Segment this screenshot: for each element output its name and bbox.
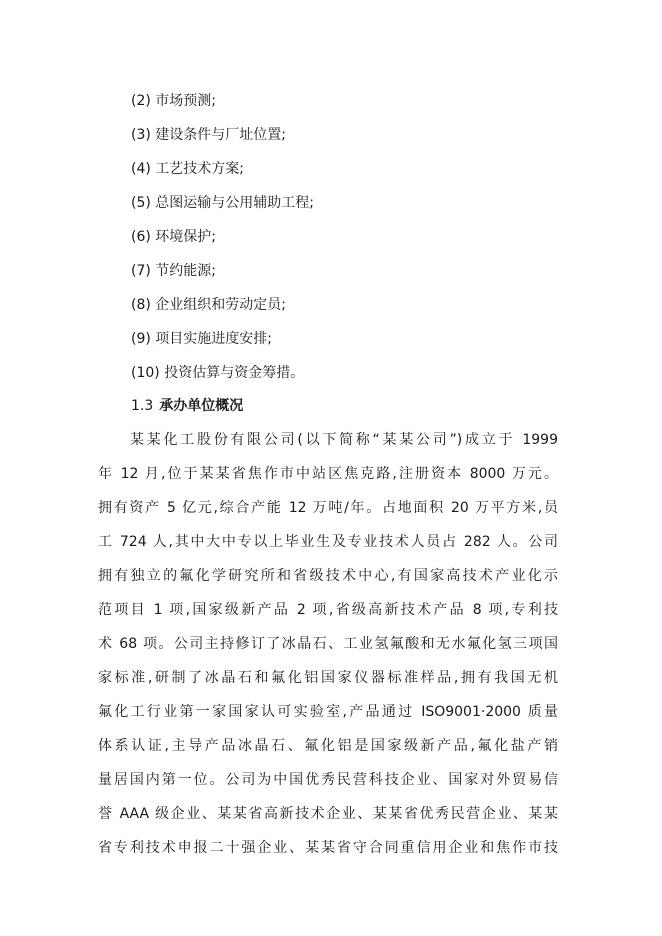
list-item: (10) 投资估算与资金筹措。: [131, 365, 305, 381]
paragraph-line: 某某化工股份有限公司(以下简称“某某公司”)成立于 1999: [130, 432, 558, 448]
list-item: (5) 总图运输与公用辅助工程;: [131, 195, 314, 211]
paragraph-line: 范项目 1 项,国家级新产品 2 项,省级高新技术产品 8 项,专利技: [98, 602, 558, 618]
paragraph-line: 家标准,研制了冰晶石和氟化铝国家仪器标准样品,拥有我国无机: [98, 670, 558, 686]
paragraph-line: 誉 AAA 级企业、某某省高新技术企业、某某省优秀民营企业、某某: [98, 806, 558, 822]
list-item: (7) 节约能源;: [131, 263, 216, 279]
section-number: 1.3: [131, 398, 154, 414]
paragraph-line: 体系认证,主导产品冰晶石、氟化铝是国家级新产品,氟化盐产销: [98, 738, 558, 754]
list-item: (9) 项目实施进度安排;: [131, 331, 272, 347]
list-item: (3) 建设条件与厂址位置;: [131, 127, 286, 143]
paragraph-line: 年 12 月,位于某某省焦作市中站区焦克路,注册资本 8000 万元。: [98, 466, 558, 482]
paragraph-line: 拥有独立的氟化学研究所和省级技术中心,有国家高技术产业化示: [98, 568, 558, 584]
paragraph-line: 术 68 项。公司主持修订了冰晶石、工业氢氟酸和无水氟化氢三项国: [98, 636, 558, 652]
paragraph-line: 氟化工行业第一家国家认可实验室,产品通过 ISO9001·2000 质量: [98, 704, 558, 720]
section-heading: [131, 392, 243, 420]
list-item: (4) 工艺技术方案;: [131, 161, 244, 177]
list-item: (6) 环境保护;: [131, 229, 216, 245]
paragraph-line: 量居国内第一位。公司为中国优秀民营科技企业、国家对外贸易信: [98, 772, 558, 788]
content-list: [131, 87, 314, 393]
section-title: 承办单位概况: [159, 398, 244, 414]
paragraph-line: 工 724 人,其中大中专以上毕业生及专业技术人员占 282 人。公司: [98, 534, 558, 550]
paragraph-line: 拥有资产 5 亿元,综合产能 12 万吨/年。占地面积 20 万平方米,员: [98, 500, 558, 516]
company-overview-paragraph: [98, 426, 558, 868]
list-item: (8) 企业组织和劳动定员;: [131, 297, 286, 313]
paragraph-line: 省专利技术申报二十强企业、某某省守合同重信用企业和焦作市技: [98, 840, 558, 856]
list-item: (2) 市场预测;: [131, 93, 216, 109]
